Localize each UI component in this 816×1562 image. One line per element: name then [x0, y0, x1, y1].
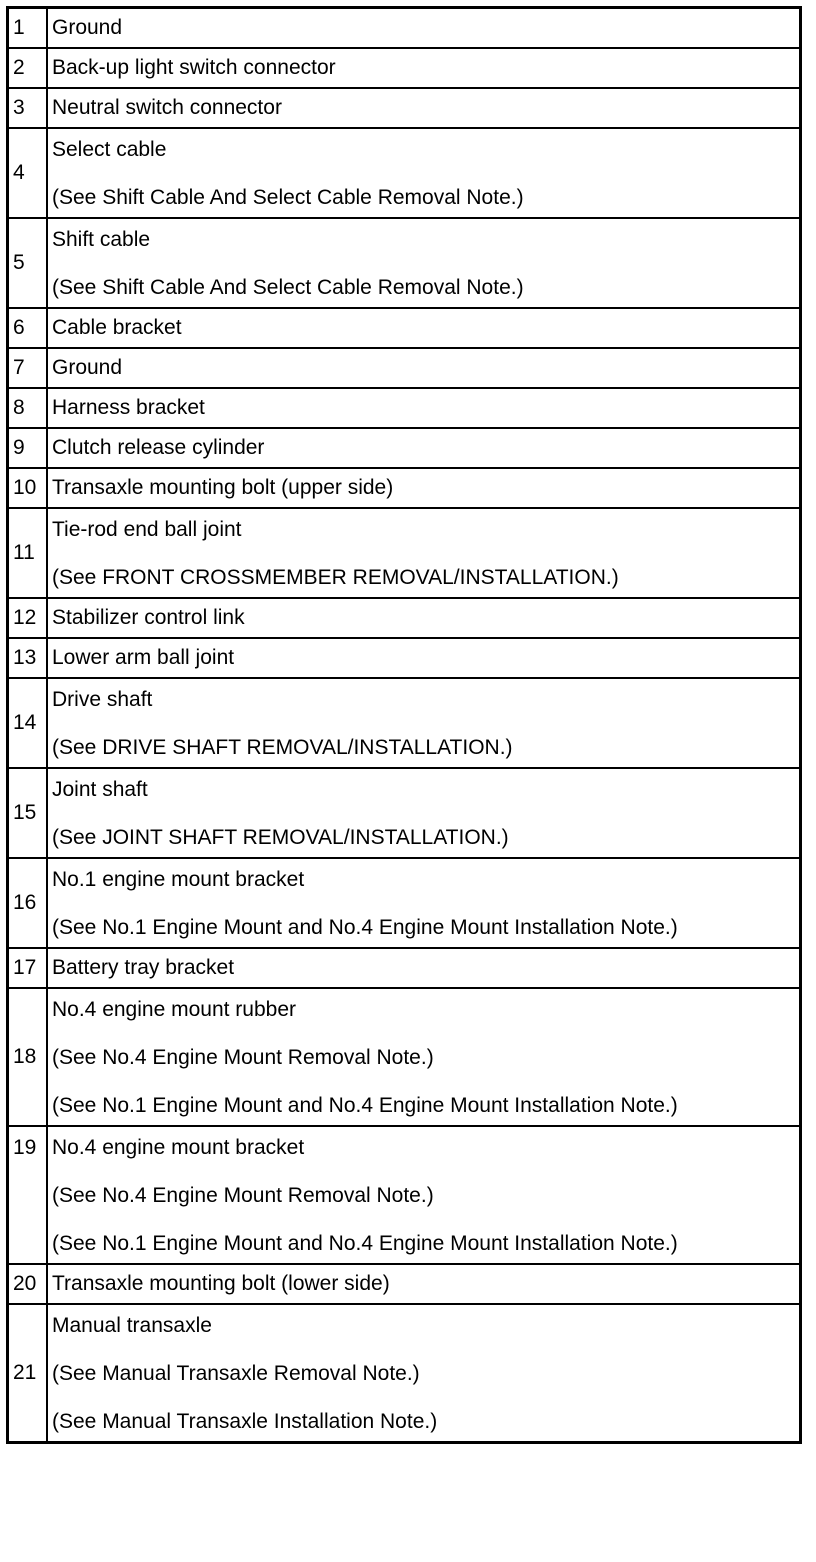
- part-name: Neutral switch connector: [52, 96, 282, 119]
- item-description: [47, 988, 801, 1126]
- item-number: 12: [8, 598, 48, 638]
- part-name: Transaxle mounting bolt (upper side): [52, 476, 394, 499]
- item-number: 3: [8, 88, 48, 128]
- item-number: 4: [8, 128, 48, 218]
- item-number: 20: [8, 1264, 48, 1304]
- item-description: [47, 948, 801, 988]
- item-number: 18: [8, 988, 48, 1126]
- table-row: [8, 468, 801, 508]
- reference-note: (See Manual Transaxle Installation Note.): [52, 1409, 438, 1433]
- item-number: 16: [8, 858, 48, 948]
- part-name: Stabilizer control link: [52, 606, 245, 629]
- part-name: Battery tray bracket: [52, 956, 235, 979]
- table-row: [8, 948, 801, 988]
- item-number: 8: [8, 388, 48, 428]
- table-row: [8, 768, 801, 858]
- item-description: [47, 638, 801, 678]
- table-row: [8, 48, 801, 88]
- part-name: Ground: [52, 16, 123, 40]
- reference-note: (See Shift Cable And Select Cable Removal Note.): [52, 275, 524, 299]
- item-description: [47, 428, 801, 468]
- part-name: Select cable: [52, 137, 167, 161]
- item-number: 6: [8, 308, 48, 348]
- reference-note: (See Manual Transaxle Removal Note.): [52, 1361, 420, 1385]
- item-number: 5: [8, 218, 48, 308]
- item-description: [47, 128, 801, 218]
- item-number: 2: [8, 48, 48, 88]
- item-number: 17: [8, 948, 48, 988]
- item-description: [47, 308, 801, 348]
- part-name: Transaxle mounting bolt (lower side): [52, 1272, 390, 1295]
- reference-note: (See No.1 Engine Mount and No.4 Engine Mount Installation Note.): [52, 1093, 678, 1117]
- table-row: [8, 638, 801, 678]
- item-description: [47, 388, 801, 428]
- item-number: 10: [8, 468, 48, 508]
- item-number: 7: [8, 348, 48, 388]
- table-row: [8, 1264, 801, 1304]
- item-number: 13: [8, 638, 48, 678]
- part-name: No.1 engine mount bracket: [52, 867, 305, 891]
- item-description: [47, 48, 801, 88]
- item-number: 9: [8, 428, 48, 468]
- item-description: [47, 348, 801, 388]
- table-row: [8, 308, 801, 348]
- item-description: [47, 678, 801, 768]
- part-name: Joint shaft: [52, 777, 148, 801]
- item-description: [47, 468, 801, 508]
- reference-note: (See JOINT SHAFT REMOVAL/INSTALLATION.): [52, 825, 509, 849]
- part-name: No.4 engine mount bracket: [52, 1135, 305, 1159]
- part-name: No.4 engine mount rubber: [52, 997, 296, 1021]
- item-description: [47, 858, 801, 948]
- item-description: [47, 508, 801, 598]
- item-number: 19: [8, 1126, 48, 1264]
- item-number: 1: [8, 8, 48, 48]
- reference-note: (See No.4 Engine Mount Removal Note.): [52, 1045, 434, 1069]
- item-description: [47, 1264, 801, 1304]
- item-description: [47, 768, 801, 858]
- part-name: Back-up light switch connector: [52, 56, 336, 79]
- table-row: [8, 348, 801, 388]
- table-row: [8, 1304, 801, 1443]
- part-name: Manual transaxle: [52, 1313, 212, 1337]
- item-description: [47, 1304, 801, 1443]
- item-number: 21: [8, 1304, 48, 1443]
- parts-table: [6, 6, 802, 1444]
- item-number: 15: [8, 768, 48, 858]
- part-name: Drive shaft: [52, 687, 153, 711]
- table-row: [8, 598, 801, 638]
- parts-table-body: [8, 8, 801, 1443]
- part-name: Shift cable: [52, 227, 151, 251]
- table-row: [8, 88, 801, 128]
- table-row: [8, 858, 801, 948]
- part-name: Ground: [52, 356, 123, 379]
- table-row: [8, 1126, 801, 1264]
- part-name: Lower arm ball joint: [52, 646, 235, 669]
- part-name: Harness bracket: [52, 396, 205, 419]
- reference-note: (See No.1 Engine Mount and No.4 Engine Mount Installation Note.): [52, 915, 678, 939]
- table-row: [8, 508, 801, 598]
- table-row: [8, 428, 801, 468]
- table-row: [8, 388, 801, 428]
- table-row: [8, 678, 801, 768]
- item-description: [47, 1126, 801, 1264]
- part-name: Clutch release cylinder: [52, 436, 265, 459]
- table-row: [8, 988, 801, 1126]
- item-description: [47, 598, 801, 638]
- item-number: 14: [8, 678, 48, 768]
- part-name: Tie-rod end ball joint: [52, 517, 242, 541]
- reference-note: (See Shift Cable And Select Cable Removal Note.): [52, 185, 524, 209]
- reference-note: (See DRIVE SHAFT REMOVAL/INSTALLATION.): [52, 735, 513, 759]
- item-description: [47, 218, 801, 308]
- reference-note: (See FRONT CROSSMEMBER REMOVAL/INSTALLATION.): [52, 565, 619, 589]
- table-row: [8, 128, 801, 218]
- item-number: 11: [8, 508, 48, 598]
- table-row: [8, 218, 801, 308]
- reference-note: (See No.4 Engine Mount Removal Note.): [52, 1183, 434, 1207]
- item-description: [47, 88, 801, 128]
- part-name: Cable bracket: [52, 316, 182, 339]
- table-row: [8, 8, 801, 48]
- item-description: [47, 8, 801, 48]
- reference-note: (See No.1 Engine Mount and No.4 Engine Mount Installation Note.): [52, 1231, 678, 1255]
